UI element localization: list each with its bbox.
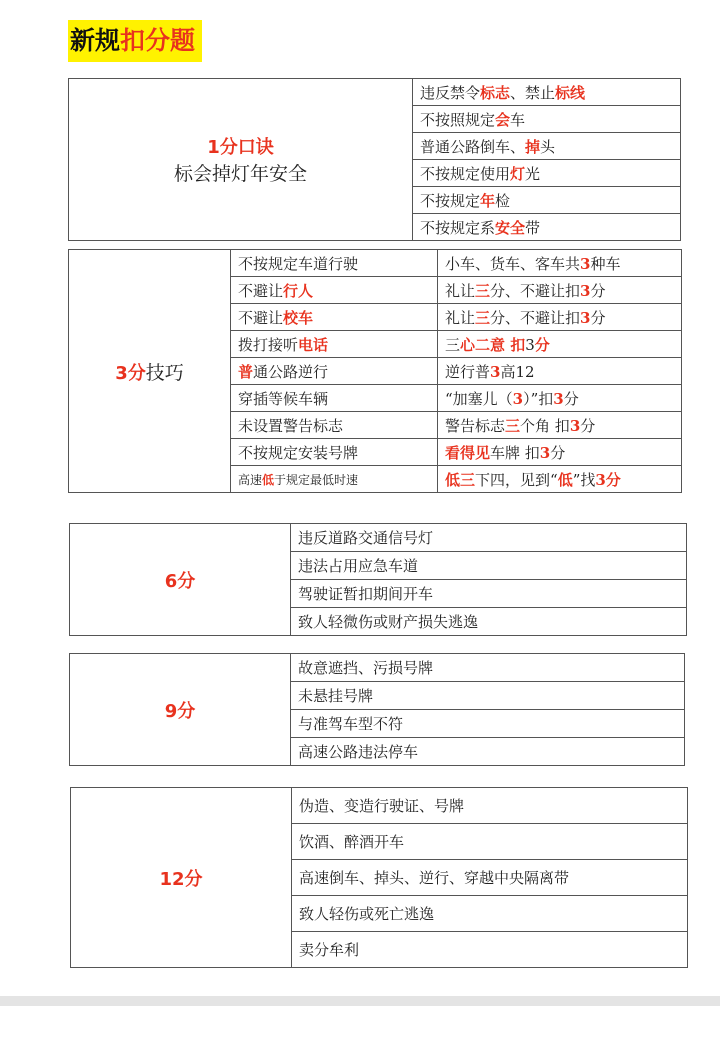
text-segment: 不按规定安装号牌 [238, 443, 359, 462]
rule-cell: 高速倒车、掉头、逆行、穿越中央隔离带 [292, 860, 688, 896]
text-segment: 违反禁令 [420, 83, 481, 102]
text-segment: 行人 [283, 281, 314, 300]
text-segment: 分 [563, 389, 579, 408]
text-segment: 不按规定使用 [420, 164, 511, 183]
text-segment: 年 [480, 191, 496, 210]
text-segment: 普通公路倒车、 [420, 137, 526, 156]
table-row [70, 654, 685, 682]
text-segment: 车 [510, 110, 526, 129]
text-segment: 分 [590, 281, 606, 300]
tip-cell [438, 358, 682, 385]
rule-cell: 致人轻伤或死亡逃逸 [292, 896, 688, 932]
text-segment: 不避让 [238, 308, 284, 327]
score-label [70, 654, 291, 766]
text-segment: 3 [490, 362, 501, 381]
text-segment: 灯 [510, 164, 526, 183]
text-segment: 小车、货车、客车共 [445, 254, 581, 273]
table-row [70, 524, 687, 552]
text-segment: 礼让 [445, 281, 476, 300]
text-segment: 3 [512, 389, 524, 408]
score-label [71, 788, 292, 968]
text-segment: 通公路逆行 [253, 362, 329, 381]
tip-cell [438, 250, 682, 277]
rule-cell [231, 304, 438, 331]
text-segment: 不避让 [238, 281, 284, 300]
text-segment: 于规定最低时速 [274, 472, 359, 487]
table-1-point [68, 78, 681, 241]
table-row [71, 788, 688, 824]
text-segment: 3 [580, 308, 591, 327]
score-title: 1分口诀 [207, 137, 274, 158]
text-segment: 拨打接听 [238, 335, 299, 354]
tip-cell [438, 439, 682, 466]
rule-cell: 与准驾车型不符 [291, 710, 685, 738]
tip-cell [438, 304, 682, 331]
text-segment: 、禁止 [510, 83, 556, 102]
rule-cell [413, 187, 681, 214]
text-segment: 心二意 扣 [460, 335, 526, 354]
tip-cell [438, 277, 682, 304]
text-segment: 车牌 扣 [490, 443, 540, 462]
text-segment: 分 [590, 308, 606, 327]
text-segment: “加塞儿（ [445, 389, 513, 408]
text-segment: 高12 [500, 362, 535, 381]
text-segment: 3 [580, 281, 591, 300]
text-segment: 看得见 [445, 443, 491, 462]
table-3-points [68, 249, 682, 493]
rule-cell [231, 466, 438, 493]
rule-cell [231, 412, 438, 439]
tip-cell [438, 412, 682, 439]
text-segment: 检 [495, 191, 511, 210]
tip-cell [438, 331, 682, 358]
text-segment: 三 [505, 416, 521, 435]
rule-cell: 驾驶证暂扣期间开车 [291, 580, 687, 608]
rule-cell: 未悬挂号牌 [291, 682, 685, 710]
score-title: 6分 [164, 570, 196, 592]
rule-cell: 违反道路交通信号灯 [291, 524, 687, 552]
text-segment: 标志 [480, 83, 511, 102]
text-segment: 带 [525, 218, 541, 237]
text-segment: 3 [569, 416, 581, 435]
text-segment: 不按照规定 [420, 110, 496, 129]
text-segment: 分 [550, 443, 566, 462]
text-segment: 3分 [595, 470, 621, 489]
score-title: 9分 [164, 700, 196, 722]
text-segment: 标线 [555, 83, 586, 102]
rule-cell [413, 79, 681, 106]
text-segment: 会 [495, 110, 511, 129]
rule-cell: 伪造、变造行驶证、号牌 [292, 788, 688, 824]
rule-cell [231, 358, 438, 385]
table-row [69, 79, 681, 106]
text-segment: 穿插等候车辆 [238, 389, 329, 408]
score-text: 技巧 [145, 361, 184, 384]
text-segment: 电话 [298, 335, 329, 354]
rule-cell: 饮酒、醉酒开车 [292, 824, 688, 860]
title-highlight: 扣分题 [120, 26, 196, 55]
table-12-points [70, 787, 688, 968]
rule-cell [231, 331, 438, 358]
rule-cell [413, 133, 681, 160]
text-segment: 三 [475, 308, 491, 327]
rule-cell [231, 250, 438, 277]
text-segment: 三 [445, 335, 461, 354]
text-segment: 个角 扣 [520, 416, 570, 435]
tip-cell [438, 466, 682, 493]
text-segment: 下四，见到“ [475, 470, 558, 489]
text-segment: 分、不避让扣 [490, 308, 581, 327]
page-title [70, 24, 195, 58]
text-segment: 掉 [525, 137, 541, 156]
text-segment: 校车 [283, 308, 314, 327]
rule-cell: 致人轻微伤或财产损失逃逸 [291, 608, 687, 636]
score-label [70, 524, 291, 636]
text-segment: 头 [540, 137, 556, 156]
text-segment: ）”扣 [523, 389, 554, 408]
table-6-points [69, 523, 687, 636]
score-mnemonic: 标会掉灯年安全 [173, 163, 307, 185]
rule-cell: 高速公路违法停车 [291, 738, 685, 766]
score-label [69, 79, 413, 241]
text-segment: 低 [262, 472, 275, 487]
text-segment: 高速 [238, 472, 263, 487]
score-number: 3分 [115, 362, 146, 384]
rule-cell: 故意遮挡、污损号牌 [291, 654, 685, 682]
rule-cell: 卖分牟利 [292, 932, 688, 968]
text-segment: 不按规定车道行驶 [238, 254, 359, 273]
score-label [69, 250, 231, 493]
text-segment: 普 [238, 362, 254, 381]
text-segment: 不按规定 [420, 191, 481, 210]
rule-cell [231, 439, 438, 466]
text-segment: 低 [557, 470, 573, 489]
text-segment: 三 [475, 281, 491, 300]
rule-cell [413, 214, 681, 241]
title-prefix: 新规 [70, 26, 121, 55]
text-segment: 光 [525, 164, 541, 183]
text-segment: 分 [580, 416, 596, 435]
tip-cell [438, 385, 682, 412]
text-segment: 警告标志 [445, 416, 506, 435]
table-row [69, 250, 682, 277]
text-segment: 安全 [495, 218, 526, 237]
page-divider [0, 996, 720, 1006]
text-segment: 礼让 [445, 308, 476, 327]
rule-cell [231, 385, 438, 412]
rule-cell [413, 160, 681, 187]
rule-cell [231, 277, 438, 304]
text-segment: 不按规定系 [420, 218, 496, 237]
text-segment: 未设置警告标志 [238, 416, 344, 435]
text-segment: 3 [553, 389, 564, 408]
rule-cell: 违法占用应急车道 [291, 552, 687, 580]
score-title: 12分 [159, 868, 203, 890]
text-segment: 3 [539, 443, 551, 462]
text-segment: 种车 [590, 254, 621, 273]
text-segment: 逆行普 [445, 362, 491, 381]
table-9-points [69, 653, 685, 766]
text-segment: 低三 [445, 470, 476, 489]
text-segment: 3 [580, 254, 591, 273]
rule-cell [413, 106, 681, 133]
text-segment: ”找 [572, 470, 596, 489]
text-segment: 分 [534, 335, 550, 354]
text-segment: 分、不避让扣 [490, 281, 581, 300]
text-segment: 3 [525, 335, 535, 354]
